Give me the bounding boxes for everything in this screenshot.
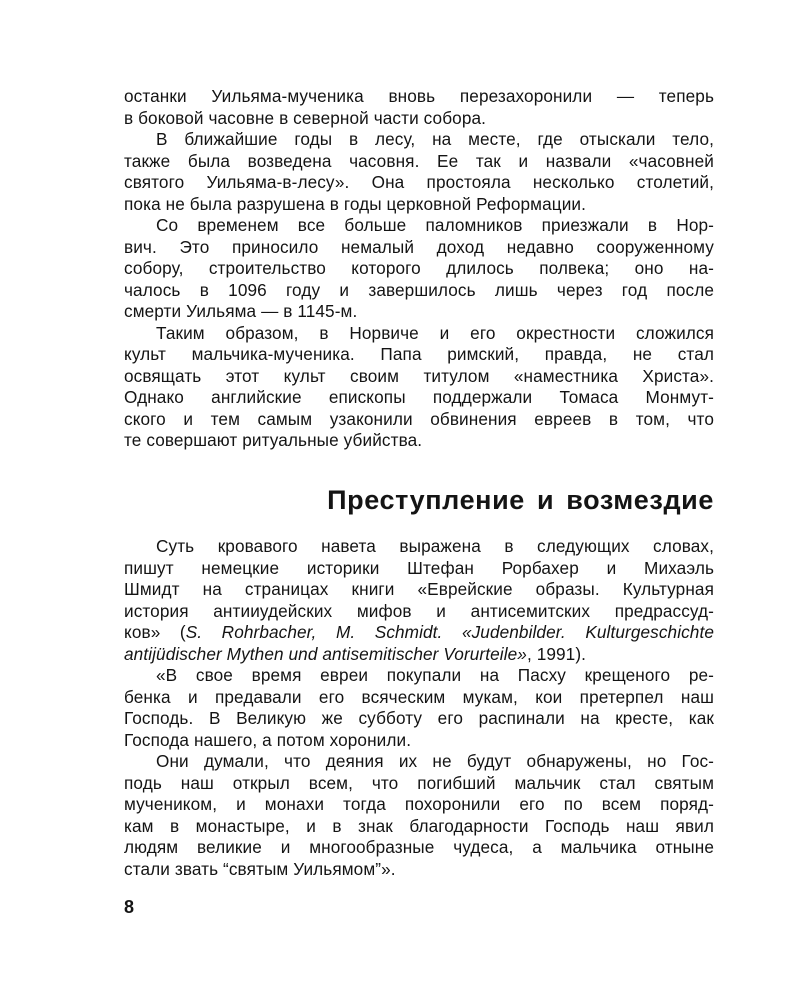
text-line: история антииудейских мифов и антисемитских предрассуд- (124, 600, 714, 621)
text-line: освящать этот культ своим титулом «наместника Христа». (124, 365, 714, 386)
text-line: Господь. В Великую же субботу его распинали на кресте, как (124, 708, 714, 728)
text-line: подь наш открыл всем, что погибший мальчик стал святым (124, 772, 714, 793)
top-text-block (124, 86, 714, 452)
citation-italic: S. Rohrbacher, M. Schmidt. «Judenbilder. Kulturgeschichte (185, 622, 714, 642)
text-line: кам в монастыре, и в знак благодарности Господь наш явил (124, 815, 714, 836)
text-line: вич. Это приносило немалый доход недавно сооруженному (124, 236, 714, 257)
text-line: Суть кровавого навета выражена в следующих словах, (156, 536, 714, 556)
text-line: ского и тем самым узаконили обвинения евреев в том, что (124, 408, 714, 429)
text-line: культ мальчика-мученика. Папа римский, правда, не стал (124, 344, 714, 364)
text-line: пишут немецкие историки Штефан Рорбахер и Михаэль (124, 557, 714, 578)
section-heading: Преступление и возмездие (327, 485, 714, 515)
text-line: собору, строительство которого длилось полвека; оно на- (124, 258, 714, 278)
citation-line (124, 644, 714, 666)
text-line: в боковой часовне в северной части собора. (124, 107, 487, 128)
text-line: пока не была разрушена в годы церковной Реформации. (124, 193, 586, 214)
text-line: также была возведена часовня. Ее так и назвали «часовней (124, 150, 714, 171)
text-span: , 1991). (526, 643, 587, 664)
text-line: стали звать “святым Уильямом”». (124, 858, 396, 879)
text-line: смерти Уильяма — в 1145-м. (124, 301, 358, 321)
page-number: 8 (124, 897, 135, 917)
text-line: «В свое время евреи покупали на Пасху крещеного ре- (156, 665, 714, 685)
text-line: Однако английские епископы поддержали Томаса Монмут- (124, 387, 714, 407)
text-line: Господа нашего, а потом хоронили. (124, 729, 412, 750)
citation-line (124, 622, 714, 644)
text-line: святого Уильяма-в-лесу». Она простояла несколько столетий, (124, 172, 714, 192)
text-line: те совершают ритуальные убийства. (124, 430, 423, 450)
text-line: чалось в 1096 году и завершилось лишь через год после (124, 279, 714, 300)
text-span: ков» ( (124, 622, 186, 642)
text-line: Таким образом, в Норвиче и его окрестности сложился (156, 322, 714, 343)
text-line: Шмидт на страницах книги «Еврейские образы. Культурная (124, 579, 714, 599)
text-line: Со временем все больше паломников приезжали в Нор- (156, 215, 714, 235)
text-line: Они думали, что деяния их не будут обнаружены, но Гос- (156, 751, 714, 771)
text-line: мучеником, и монахи тогда похоронили его по всем поряд- (124, 794, 714, 814)
text-line: В ближайшие годы в лесу, на месте, где отыскали тело, (156, 129, 714, 149)
text-line: останки Уильяма-мученика вновь перезахоронили — теперь (124, 86, 714, 106)
text-line: людям великие и многообразные чудеса, а мальчика отныне (124, 837, 714, 857)
text-line: бенка и предавали его всяческим мукам, кои претерпел наш (124, 686, 714, 707)
citation-italic: antijüdischer Mythen und antisemitischer Vorurteile» (124, 643, 527, 664)
section-text-block (124, 536, 714, 880)
